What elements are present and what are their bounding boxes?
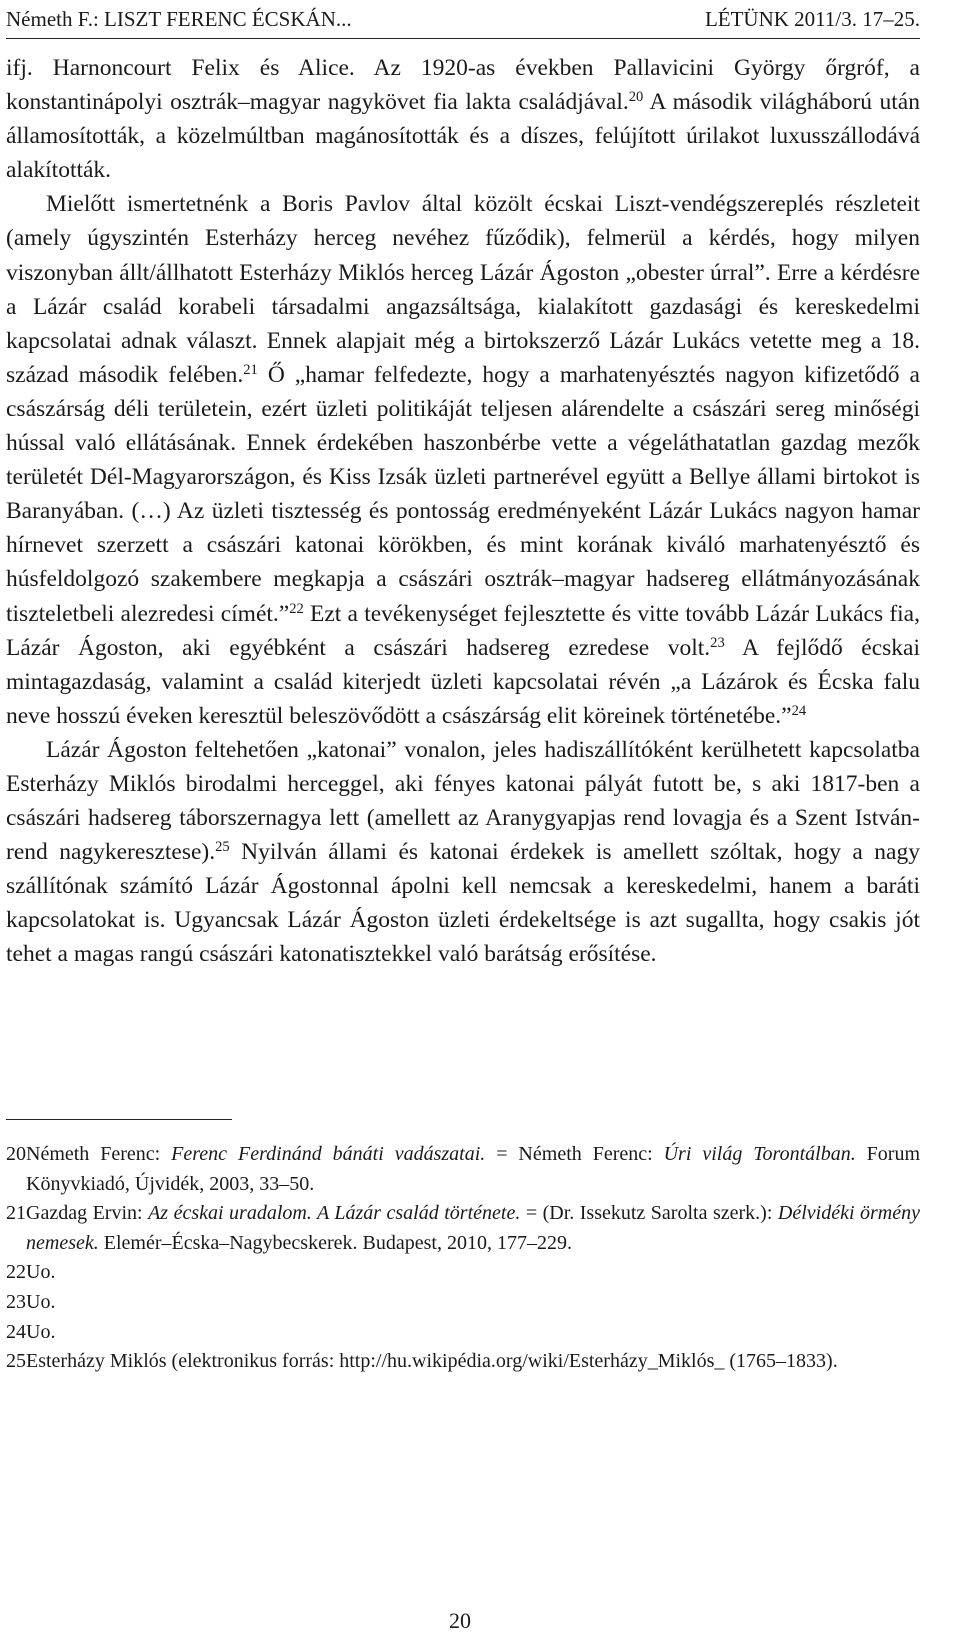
text-run: ifj. Harnoncourt Felix és Alice. Az 1920-as években Pallavicini György őrgróf, a konstantinápolyi osztrák–magyar nagykövet fia lakta családjával. — [6, 55, 920, 116]
footnote-number: 20 — [6, 1143, 26, 1165]
footnote-separator — [6, 1119, 232, 1120]
footnote-22 — [6, 1258, 920, 1288]
footnote-text-run: Uo. — [26, 1261, 56, 1284]
footnote-text-run: Uo. — [26, 1290, 56, 1313]
footnote-ref-23[interactable]: 23 — [710, 634, 725, 651]
text-run: A fejlődő écskai mintagazdaság, valamint a család kiterjedt üzleti kapcsolatai révén „a Lázárok és Écska falu neve hosszú éveken keresztül beleszövődött a császárság elit köreinek történetébe.” — [6, 634, 920, 729]
footnote-title-italic: Délvidéki örmény nemesek. — [26, 1202, 920, 1254]
footnote-ref-24[interactable]: 24 — [791, 702, 807, 719]
footnote-ref-20[interactable]: 20 — [628, 89, 644, 106]
footnote-ref-22[interactable]: 22 — [289, 600, 304, 617]
page-number: 20 — [449, 1608, 471, 1633]
body-text — [6, 51, 920, 972]
footnote-number: 24 — [6, 1320, 26, 1343]
text-run: Lázár Ágoston feltehetően „katonai” vonalon, jeles hadiszállítóként kerülhetett kapcsolatba Esterházy Miklós birodalmi herceggel, aki fényes katonai pályát futott be, s aki 1817-ben a császári hadsereg táborszernagya lett (amellett az Aranygyapjas rend lovagja és a Szent István-rend nagykeresztese). — [6, 736, 920, 866]
footnote-text-run: = (Dr. Issekutz Sarolta szerk.): — [520, 1202, 778, 1225]
header-author-title: Németh F.: LISZT FERENC ÉCSKÁN... — [6, 7, 352, 31]
footnote-21 — [6, 1199, 920, 1258]
footnote-text — [26, 1199, 920, 1258]
header-journal-issue: LÉTÜNK 2011/3. 17–25. — [704, 7, 920, 31]
footnote-text-run: = Németh Ferenc: — [485, 1143, 664, 1165]
footnote-25 — [6, 1347, 920, 1377]
paragraph-3 — [6, 733, 920, 972]
footnote-title-italic: Ferenc Ferdinánd bánáti vadászatai. — [171, 1143, 486, 1165]
footnote-number: 22 — [6, 1261, 26, 1284]
footnote-text-run: Esterházy Miklós (elektronikus forrás: http://hu.wikipédia.org/wiki/Esterházy_Miklós_ (1765–1833). — [26, 1350, 838, 1373]
footnote-24 — [6, 1318, 920, 1348]
footnote-23 — [6, 1288, 920, 1318]
footnote-number: 23 — [6, 1290, 26, 1313]
running-header — [6, 4, 920, 34]
text-run: Ő „hamar felfedezte, hogy a marhatenyésztés nagyon kifizetődő a császárság déli területein, ezért üzleti politikáját teljesen alárendelte a császári sereg minőségi hússal való ellátásának. Ennek érdekében haszonbérbe vette a végeláthatatlan gazdag mezők területét Dél-Magyarországon, és Kiss Izsák üzleti partnerével együtt a Bellye állami birtokot is Baranyában. (…) Az üzleti tisztesség és pontosság eredményeként Lázár Lukács nagyon hamar hírnevet szerzett a császári katonai körökben, és mint korának kiváló marhatenyésztő és húsfeldolgozó szakembere megkapja a császári osztrák–magyar hadsereg ellátmányozásának tiszteletbeli alezredesi címét.” — [6, 361, 920, 627]
footnote-ref-25[interactable]: 25 — [215, 839, 230, 856]
footnote-title-italic: Az écskai uradalom. A Lázár család története. — [148, 1202, 521, 1225]
text-run: A második világháború után államosították, a közelmúltban magánosították és a díszes, felújított úrilakot luxusszállodává alakították. — [6, 89, 920, 184]
header-rule — [6, 38, 920, 39]
footnote-20 — [6, 1140, 920, 1199]
footnote-number: 25 — [6, 1350, 26, 1373]
footnote-text — [26, 1288, 920, 1318]
footnote-text-run: Uo. — [26, 1320, 56, 1343]
footnote-text-run: Gazdag Ervin: — [26, 1202, 149, 1225]
footnote-text — [26, 1318, 920, 1348]
footnote-text-run: Elemér–Écska–Nagybecskerek. Budapest, 2010, 177–229. — [98, 1231, 572, 1254]
footnote-text-run: Németh Ferenc: — [26, 1143, 172, 1165]
footnote-text-run: Forum Könyvkiadó, Újvidék, 2003, 33–50. — [26, 1143, 921, 1195]
footnote-text — [26, 1140, 920, 1199]
text-run: Ezt a tevékenységet fejlesztette és vitte tovább Lázár Lukács fia, Lázár Ágoston, aki egyébként a császári hadsereg ezredese volt. — [6, 600, 920, 661]
paragraph-1 — [6, 51, 920, 187]
text-run: Mielőtt ismertetnénk a Boris Pavlov által közölt écskai Liszt-vendégszereplés részleteit (amely úgyszintén Esterházy herceg nevéhez fűződik), felmerül a kérdés, hogy milyen viszonyban állt/állhatott Esterházy Miklós herceg Lázár Ágoston „obester úrral”. Erre a kérdésre a Lázár család korabeli társadalmi angazsáltsága, kialakított gazdasági és kereskedelmi kapcsolatai adnak választ. Ennek alapjait még a birtokszerző Lázár Lukács vetette meg a 18. század második felében. — [6, 191, 920, 388]
footnote-number: 21 — [6, 1202, 26, 1225]
footnote-title-italic: Úri világ Torontálban. — [663, 1143, 856, 1165]
paragraph-2 — [6, 187, 920, 733]
footnote-text — [26, 1347, 920, 1377]
footnote-text — [26, 1258, 920, 1288]
text-run: Nyilván állami és katonai érdekek is amellett szóltak, hogy a nagy szállítónak számító Lázár Ágostonnal ápolni kell nemcsak a kereskedelmi, hanem a baráti kapcsolatokat is. Ugyancsak Lázár Ágoston üzleti érdekeltsége is azt sugallta, hogy csakis jót tehet a magas rangú császári katonatisztekkel való barátság erősítése. — [6, 839, 920, 968]
footnotes — [6, 1140, 920, 1377]
footnote-ref-21[interactable]: 21 — [243, 361, 258, 378]
